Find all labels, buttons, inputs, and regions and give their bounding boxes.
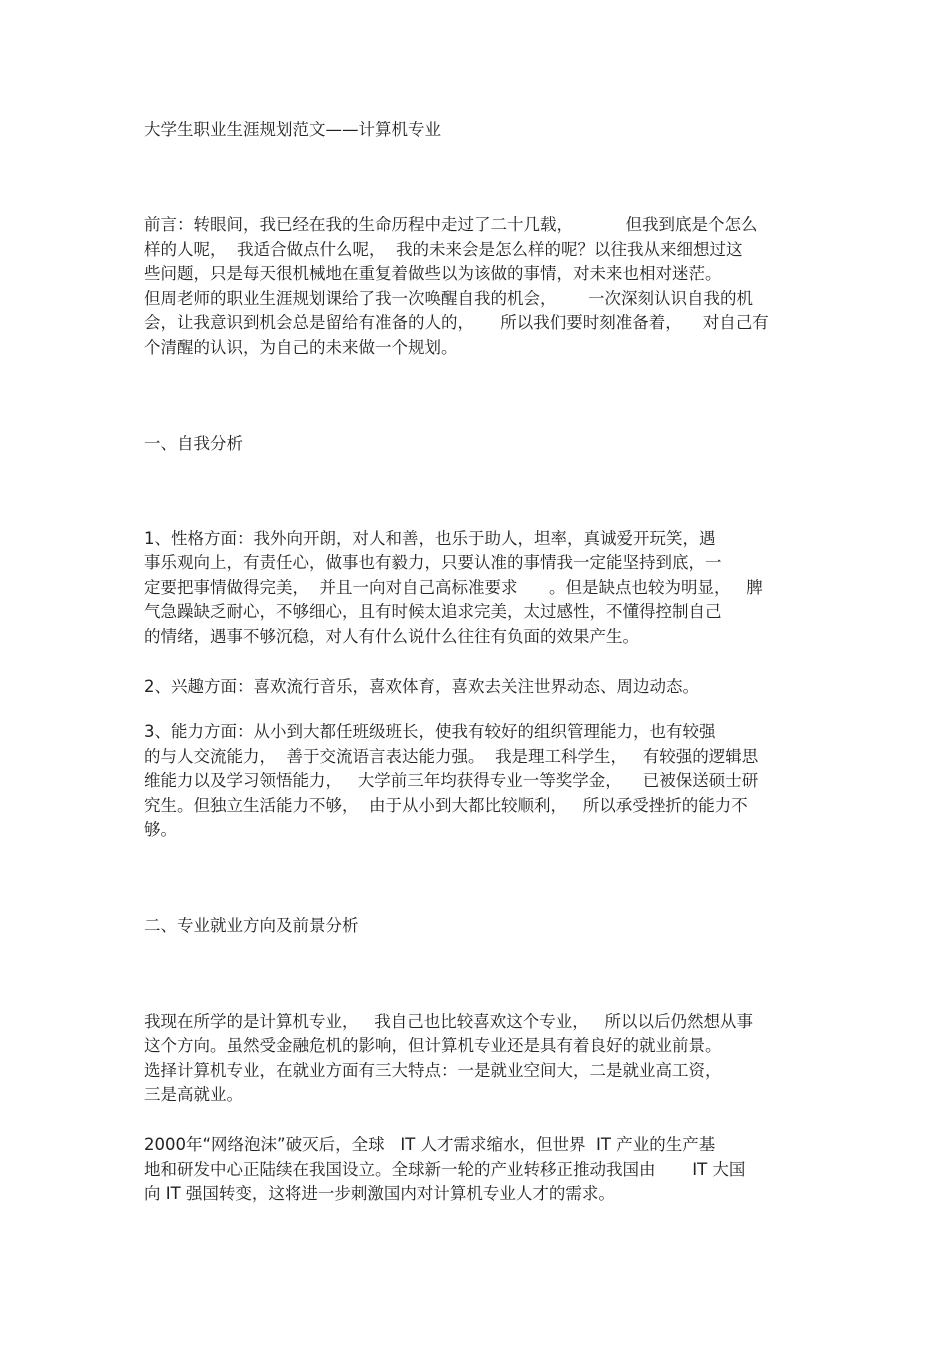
it-industry-line: 向 IT 强国转变，这将进一步刺激国内对计算机专业人才的需求。: [144, 1184, 615, 1203]
preface-line: 些问题，只是每天很机械地在重复着做些以为该做的事情，对未来也相对迷茫。: [144, 264, 722, 283]
preface-line: 个清醒的认识，为自己的未来做一个规划。: [144, 338, 458, 357]
ability-line: 究生。但独立生活能力不够， 由于从小到大都比较顺利， 所以承受挫折的能力不: [144, 796, 748, 815]
ability-line: 够。: [144, 820, 177, 839]
ability-line: 维能力以及学习领悟能力， 大学前三年均获得专业一等奖学金， 已被保送硕士研: [144, 771, 759, 790]
personality-line: 定要把事情做得完美， 并且一向对自己高标准要求 。但是缺点也较为明显， 脾: [144, 578, 763, 597]
preface-line: 会，让我意识到机会总是留给有准备的人的， 所以我们要时刻准备着， 对自己有: [144, 313, 769, 332]
personality-line: 事乐观向上，有责任心，做事也有毅力，只要认准的事情我一定能坚持到底，一: [144, 553, 722, 572]
major-line: 这个方向。虽然受金融危机的影响，但计算机专业还是具有着良好的就业前景。: [144, 1036, 722, 1055]
interest-line: 2、兴趣方面：喜欢流行音乐，喜欢体育，喜欢去关注世界动态、周边动态。: [144, 677, 699, 696]
personality-line: 气急躁缺乏耐心，不够细心，且有时候太追求完美，太过感性，不懂得控制自己: [144, 602, 722, 621]
preface-line: 前言：转眼间，我已经在我的生命历程中走过了二十几载， 但我到底是个怎么: [144, 215, 758, 234]
section-heading-career-outlook: 二、专业就业方向及前景分析: [144, 916, 359, 935]
ability-line: 的与人交流能力， 善于交流语言表达能力强。 我是理工科学生， 有较强的逻辑思: [144, 747, 759, 766]
personality-line: 1、性格方面：我外向开朗，对人和善，也乐于助人，坦率，真诚爱开玩笑，遇: [144, 529, 716, 548]
ability-line: 3、能力方面：从小到大都任班级班长，使我有较好的组织管理能力，也有较强: [144, 722, 716, 741]
preface-line: 但周老师的职业生涯规划课给了我一次唤醒自我的机会， 一次深刻认识自我的机: [144, 289, 753, 308]
it-industry-line: 地和研发中心正陆续在我国设立。全球新一轮的产业转移正推动我国由 IT 大国: [144, 1160, 746, 1179]
major-line: 我现在所学的是计算机专业， 我自己也比较喜欢这个专业， 所以以后仍然想从事: [144, 1012, 753, 1031]
it-industry-line: 2000年“网络泡沫”破灭后，全球 IT 人才需求缩水，但世界 IT 产业的生产基: [144, 1135, 716, 1154]
major-line: 三是高就业。: [144, 1085, 243, 1104]
major-line: 选择计算机专业，在就业方面有三大特点：一是就业空间大，二是就业高工资，: [144, 1061, 722, 1080]
section-heading-self-analysis: 一、自我分析: [144, 434, 243, 453]
personality-line: 的情绪，遇事不够沉稳，对人有什么说什么往往有负面的效果产生。: [144, 627, 639, 646]
document-title: 大学生职业生涯规划范文——计算机专业: [144, 120, 441, 139]
preface-line: 样的人呢， 我适合做点什么呢， 我的未来会是怎么样的呢？以往我从来细想过这: [144, 240, 743, 259]
